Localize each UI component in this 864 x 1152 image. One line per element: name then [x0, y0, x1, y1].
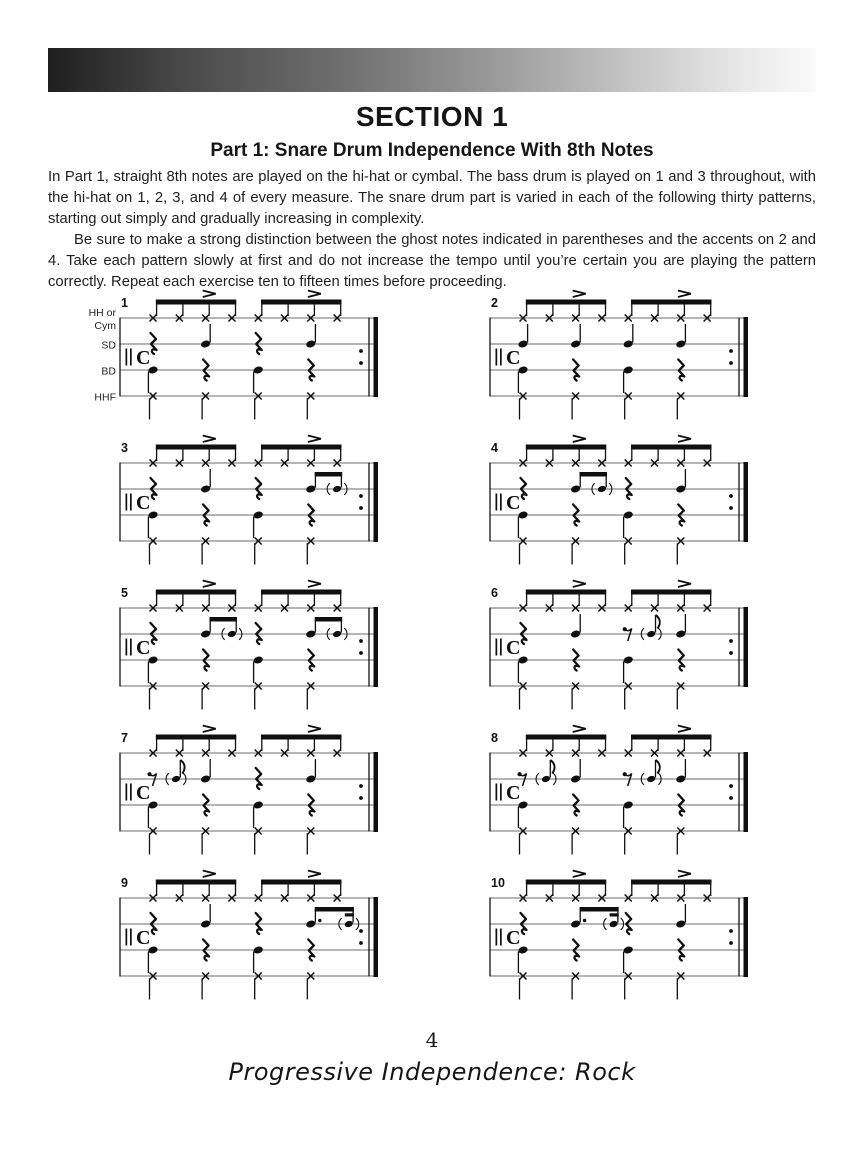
exercise-number: 8 — [491, 731, 498, 745]
section-title: SECTION 1 — [355, 101, 509, 132]
time-signature: C — [506, 492, 521, 514]
snare-part — [147, 759, 316, 789]
hihat-part — [520, 436, 712, 467]
start-double-barline — [126, 494, 132, 511]
exercise-9 — [85, 860, 401, 1010]
start-double-barline — [496, 639, 502, 656]
repeat-dots — [729, 929, 733, 945]
repeat-dots — [359, 494, 363, 510]
exercise-2-staff — [455, 280, 771, 430]
exercise-5-staff — [85, 570, 401, 720]
snare-part — [521, 614, 687, 644]
svg-text:HHF: HHF — [94, 391, 116, 404]
end-repeat-barline — [374, 752, 379, 832]
exercise-10 — [455, 860, 771, 1010]
snare-part — [151, 904, 359, 934]
time-signature: C — [506, 347, 521, 369]
exercise-number: 6 — [491, 586, 498, 600]
exercise-number: 7 — [121, 731, 128, 745]
hihat-part — [520, 291, 712, 322]
exercise-4 — [455, 425, 771, 575]
svg-text:SD: SD — [101, 339, 116, 352]
repeat-dots — [729, 784, 733, 800]
snare-part — [518, 324, 687, 349]
staff-frame — [490, 607, 748, 687]
end-repeat-barline — [374, 317, 379, 397]
end-repeat-barline — [374, 462, 379, 542]
exercise-3-staff — [85, 425, 401, 575]
exercise-number: 2 — [491, 296, 498, 310]
repeat-dots — [359, 929, 363, 945]
svg-text:Cym: Cym — [94, 320, 116, 332]
exercise-2 — [455, 280, 771, 430]
hihat-part — [520, 581, 712, 612]
exercise-10-staff — [455, 860, 771, 1010]
exercise-8-staff — [455, 715, 771, 865]
bass-drum-part — [518, 795, 685, 829]
start-double-barline — [126, 639, 132, 656]
exercise-number: 10 — [491, 876, 505, 890]
exercise-1-staff — [85, 280, 401, 430]
exercise-7-staff — [85, 715, 401, 865]
bass-drum-part — [148, 505, 315, 539]
part-title: Part 1: Snare Drum Independence With 8th Notes — [210, 140, 654, 161]
hihat-part — [150, 291, 342, 322]
start-double-barline — [496, 929, 502, 946]
hihat-part — [150, 581, 342, 612]
snare-part — [517, 759, 686, 786]
repeat-dots — [359, 639, 363, 655]
repeat-dots — [729, 639, 733, 655]
snare-part — [521, 904, 687, 934]
end-repeat-barline — [744, 752, 749, 832]
end-repeat-barline — [374, 897, 379, 977]
end-repeat-barline — [744, 607, 749, 687]
bass-drum-part — [148, 360, 315, 394]
snare-part — [151, 469, 348, 499]
header-gradient-bar — [48, 48, 816, 92]
bass-drum-part — [518, 650, 685, 684]
time-signature: C — [506, 927, 521, 949]
hihat-part — [150, 436, 342, 467]
start-double-barline — [496, 349, 502, 366]
staff-frame — [490, 752, 748, 832]
time-signature: C — [506, 637, 521, 659]
staff-frame — [490, 462, 748, 542]
bass-drum-part — [518, 505, 685, 539]
hihat-part — [150, 726, 342, 757]
end-repeat-barline — [744, 317, 749, 397]
exercise-6-staff — [455, 570, 771, 720]
exercise-6 — [455, 570, 771, 720]
book-title-footer: Progressive Independence: Rock — [228, 1058, 636, 1086]
repeat-dots — [729, 494, 733, 510]
staff-frame — [490, 897, 748, 977]
intro-text — [48, 167, 816, 292]
bass-drum-part — [518, 360, 685, 394]
exercise-9-staff — [85, 860, 401, 1010]
time-signature: C — [136, 782, 151, 804]
bass-drum-part — [148, 650, 315, 684]
page-number: 4 — [425, 1028, 439, 1052]
end-repeat-barline — [374, 607, 379, 687]
exercise-number: 1 — [121, 296, 128, 310]
hihat-part — [150, 871, 342, 902]
start-double-barline — [126, 784, 132, 801]
time-signature: C — [136, 347, 151, 369]
time-signature: C — [136, 927, 151, 949]
bass-drum-part — [518, 940, 685, 974]
exercise-3 — [85, 425, 401, 575]
intro-paragraph-1: In Part 1, straight 8th notes are played on the hi-hat or cymbal. The bass drum is played on 1 and 3 throughout, with the hi-hat on 1, 2, 3, and 4 of every measure. The snare drum part is varied in each of the following thirty patterns, starting out simply and gradually increasing in complexity. — [48, 169, 816, 227]
snare-part — [151, 324, 317, 354]
hihat-part — [520, 726, 712, 757]
repeat-dots — [729, 349, 733, 365]
svg-text:BD: BD — [101, 365, 116, 378]
repeat-dots — [359, 349, 363, 365]
snare-part — [151, 617, 348, 644]
bass-drum-part — [148, 795, 315, 829]
hihat-part — [520, 871, 712, 902]
time-signature: C — [506, 782, 521, 804]
time-signature: C — [136, 492, 151, 514]
exercise-7 — [85, 715, 401, 865]
staff-frame — [120, 317, 378, 397]
end-repeat-barline — [744, 897, 749, 977]
start-double-barline — [496, 494, 502, 511]
exercise-number: 5 — [121, 586, 128, 600]
intro-paragraph-2: Be sure to make a strong distinction between the ghost notes indicated in parentheses and the accents on 2 and 4. Take each pattern slowly at first and do not increase the tempo until you’re certain you are playing the pattern correctly. Repeat each exercise ten to fifteen times before proceeding. — [48, 231, 816, 290]
snare-part — [521, 469, 687, 499]
start-double-barline — [496, 784, 502, 801]
exercise-number: 9 — [121, 876, 128, 890]
staff-labels — [89, 307, 117, 404]
exercise-1 — [85, 280, 401, 430]
exercise-5 — [85, 570, 401, 720]
exercise-number: 3 — [121, 441, 128, 455]
bass-drum-part — [148, 940, 315, 974]
end-repeat-barline — [744, 462, 749, 542]
start-double-barline — [126, 349, 132, 366]
svg-text:HH or: HH or — [88, 307, 116, 319]
repeat-dots — [359, 784, 363, 800]
exercise-number: 4 — [491, 441, 498, 455]
start-double-barline — [126, 929, 132, 946]
time-signature: C — [136, 637, 151, 659]
exercise-4-staff — [455, 425, 771, 575]
staff-frame — [490, 317, 748, 397]
staff-frame — [120, 752, 378, 832]
exercise-8 — [455, 715, 771, 865]
